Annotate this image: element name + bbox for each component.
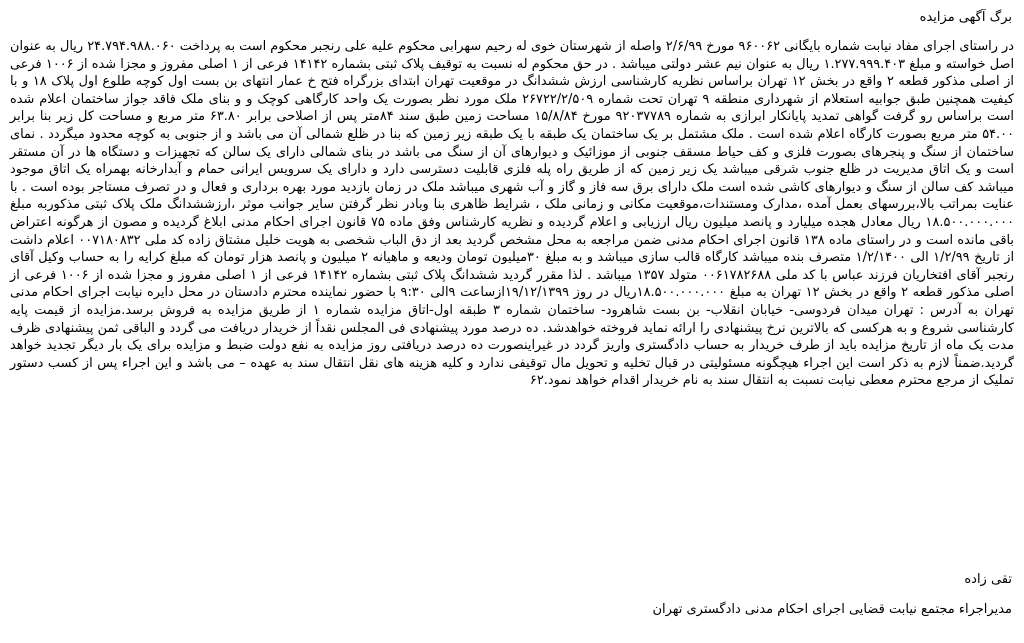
signature-block bbox=[12, 570, 1012, 620]
document-title: برگ آگهی مزایده bbox=[919, 10, 1012, 25]
notice-body: در راستای اجرای مفاد نیابت شماره بایگانی ۹۶۰۰۶۲ مورخ ۲/۶/۹۹ واصله از شهرستان خوی له رحیم سهرابی محکوم علیه علی رنجبر محکوم است به پرداخت ۲۴.۷۹۴.۹۸۸.۰۶۰ ریال به عنوان اصل خواسته و مبلغ ۱.۲۷۷.۹۹۹.۴۰۳ ریال به عنوان نیم عشر دولتی میباشد . در حق محکوم له نسبت به توقیف پلاک ثبتی بشماره ۱۴۱۴۲ فرعی از ۱ اصلی مفروز و مجزا شده از ۱۰۰۶ فرعی از اصلی مذکور قطعه ۲ واقع در بخش ۱۲ تهران براساس نظریه کارشناسی ارزش ششدانگ در موقعیت تهران ابتدای بزرگراه فتح خ عمار انتهای بن بست اول کوچه طلوع اول پلاک ۱۸ و با کیفیت همچنین طبق جوابیه استعلام از شهرداری منطقه ۹ تهران تحت شماره ۲۶۷۲۲/۲/۵۰۹ ملک مورد نظر بصورت یک واحد کارگاهی کوچک و و بنای ملک فاقد جواز ساختمان اعلام شده است براساس رو گرفت گواهی تمدید پایانکار ابرازی به شماره ۹۲۰۳۷۷۸۹ مورخ ۱۵/۸/۸۴ مساحت زمین طبق سند ۸۴متر پس از اصلاحی برابر ۶۳.۸۰ متر مربع و مساحت کل زیر بنا برابر ۵۴.۰۰ متر مربع بصورت کارگاه اعلام شده است . ملک مشتمل بر یک ساختمان یک طبقه با یک طبقه زیر زمین که بنا در ظلع شمالی آن می باشد و از جنوبی به کوچه محدود میگردد . نمای ساختمان از سنگ و پنجرهای بصورت فلزی و کف حیاط مسقف جنوبی از موزائیک و دیوارهای آن از سنگ می باشد در بنای شمالی دارای یک سالن که تجهیزات و دستگاه ها در آن مستقر است و یک اتاق مدیریت در ظلع جنوب شرقی میباشد یک زیر زمین که از طریق راه پله فلزی قابلیت دسترسی دارد و دارای یک سرویس ایرانی حمام و آبدارخانه بهمراه یک اتاق موجود میباشد کف سالن از سنگ و دیوارهای کاشی شده است ملک دارای برق سه فاز و گاز و آب شهری میباشد ملک در زمان بازدید مورد بهره برداری و فعال و در تصرف مستاجر بوده است . با عنایت بمراتب بالا،بررسهای بعمل آمده ،مدارک ومستندات،موقعیت مکانی و زمانی ملک ، شرایط ظاهری بنا وبادر نظر گرفتن سایر جوانب موثر ،ارزششدانگ ملک پلاک ثبتی مذکوربه مبلغ ۱۸.۵۰۰.۰۰۰.۰۰۰ ریال معادل هجده میلیارد و پانصد میلیون ریال ارزیابی و اعلام گردیده و نظریه کارشناس وفق ماده ۷۵ قانون اجرای احکام مدنی ابلاغ گردیده و مصون از هرگونه اعتراض باقی مانده است و در راستای ماده ۱۳۸ قانون اجرای احکام مدنی ضمن مراجعه به محل مشخص گردید بعد از دق الباب شخصی به هویت خلیل مشتاق زاده کد ملی ۰۰۷۱۸۰۸۳۲ اعلام داشت از تاریخ ۱/۲/۹۹ الی ۱/۲/۱۴۰۰ متصرف بنده میباشد کارگاه قالب سازی میباشد و به مبلغ ۳۰میلیون تومان ودیعه و ماهیانه ۲ میلیون و پانصد هزار تومان که مبلغ کرایه را به حساب وکیل آقای رنجبر آقای افتخاریان فرزند عباس با کد ملی ۰۰۶۱۷۸۲۶۸۸ متولد ۱۳۵۷ میباشد . لذا مقرر گردید ششدانگ پلاک ثبتی بشماره ۱۴۱۴۲ فرعی از ۱ اصلی مفروز و مجزا شده از ۱۰۰۶ فرعی از اصلی مذکور قطعه ۲ واقع در بخش ۱۲ تهران به مبلغ ۱۸.۵۰۰.۰۰۰.۰۰۰ریال در روز ۱۹/۱۲/۱۳۹۹ازساعت ۹الی ۹:۳۰ با حضور نماینده محترم دادستان در محل دایره نیابت اجرای احکام مدنی تهران به آدرس : تهران میدان فردوسی- خیابان انقلاب- بن بست شاهرود- ساختمان شماره ۳ طبقه اول-اتاق مزایده شماره ۱ از طریق مزایده به فروش برسد.مزایده از قیمت پایه کارشناسی شروع و به هرکسی که بالاترین نرخ پیشنهادی را ارائه نماید فروخته خواهدشد. ده درصد مورد پیشنهادی فی المجلس نقداً از خریدار دریافت می گردد و الباقی ثمن پیشنهادی ظرف مدت یک ماه از تاریخ مزایده باید از طرف خریدار به حساب دادگستری واریز گردد در غیراینصورت ده درصد دریافتی روز مزایده به نفع دولت ضبط و مزایده برای یک بار دیگر تجدید خواهد گردید.ضمناً لازم به ذکر است این اجراء هیچگونه مسئولیتی در قبال تخلیه و تحویل مال توقیفی ندارد و کلیه هزینه های نقل انتقال سند به عهده – می باشد و این اجراء پس از کسب دستور تملیک از مرجع محترم معطی نیابت نسبت به انتقال سند به نام خریدار اقدام خواهد نمود.۶۲ bbox=[10, 39, 1015, 389]
signatory-name: تقی زاده bbox=[964, 572, 1012, 587]
signatory-role: مدیراجراء مجتمع نیابت قضایی اجرای احکام مدنی دادگستری تهران bbox=[652, 602, 1012, 617]
